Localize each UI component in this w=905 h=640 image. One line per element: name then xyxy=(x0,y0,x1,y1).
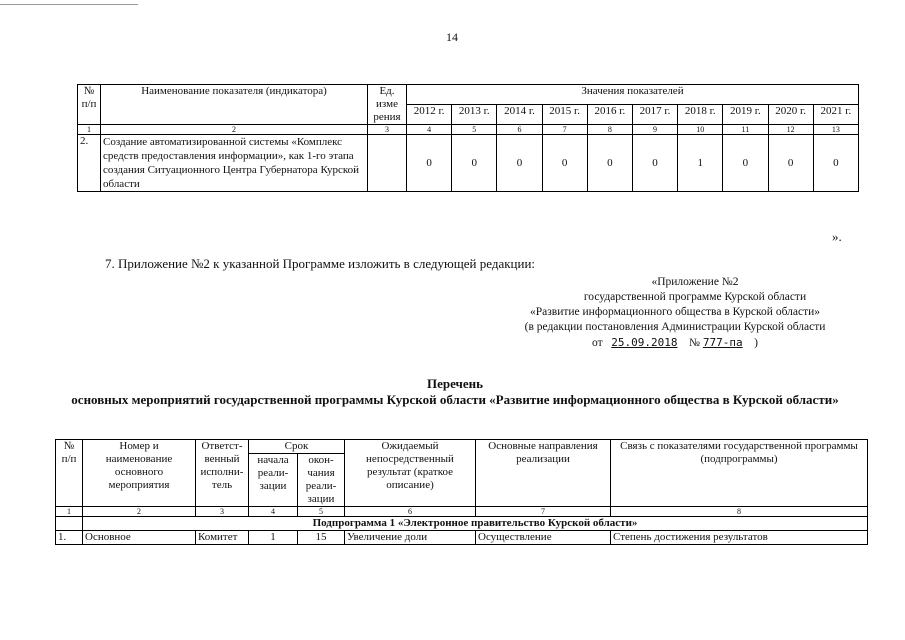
item-7-text: 7. Приложение №2 к указанной Программе изложить в следующей редакции: xyxy=(105,256,536,271)
ot-label: от xyxy=(592,337,603,349)
row-responsible: Комитет xyxy=(196,531,249,545)
subprogram-title: Подпрограмма 1 «Электронное правительство Курской области» xyxy=(83,517,868,531)
table-row xyxy=(56,531,868,545)
row-start: 1 xyxy=(249,531,298,545)
row-value: 0 xyxy=(632,135,677,192)
year-header: 2018 г. xyxy=(678,105,723,125)
appendix-line-3: «Развитие информационного общества в Курской области» xyxy=(529,306,821,318)
column-number: 8 xyxy=(611,507,868,517)
appendix-date-line xyxy=(500,335,850,351)
row-value: 0 xyxy=(587,135,632,192)
column-number: 4 xyxy=(407,125,452,135)
row-name: Основное xyxy=(83,531,196,545)
header-name: Номер и наименование основного мероприятия xyxy=(83,440,196,507)
header-end: окон-чания реали-зации xyxy=(298,454,345,507)
column-numbers-row xyxy=(78,125,859,135)
row-unit xyxy=(368,135,407,192)
column-numbers-row xyxy=(56,507,868,517)
row-link: Степень достижения результатов xyxy=(611,531,868,545)
header-start: начала реали-зации xyxy=(249,454,298,507)
column-number: 11 xyxy=(723,125,768,135)
close-paren: ) xyxy=(754,337,758,349)
row-num: 2. xyxy=(78,135,101,192)
decree-number: 777-па xyxy=(702,336,743,349)
year-header: 2020 г. xyxy=(768,105,813,125)
table-row xyxy=(78,135,859,192)
subprogram-num-cell xyxy=(56,517,83,531)
row-value: 0 xyxy=(813,135,858,192)
row-result: Увеличение доли xyxy=(345,531,476,545)
column-number: 9 xyxy=(632,125,677,135)
year-header: 2017 г. xyxy=(632,105,677,125)
column-number: 2 xyxy=(83,507,196,517)
column-number: 5 xyxy=(298,507,345,517)
column-number: 10 xyxy=(678,125,723,135)
appendix-line-1: «Приложение №2 xyxy=(651,276,739,288)
measures-table xyxy=(55,439,868,545)
row-value: 1 xyxy=(678,135,723,192)
indicators-table xyxy=(77,84,859,192)
title-line-2: основных мероприятий государственной программы Курской области «Развитие информационного общества в Курской области» xyxy=(71,392,839,407)
appendix-line-4: (в редакции постановления Администрации Курской области xyxy=(524,321,826,333)
header-term: Срок xyxy=(249,440,345,454)
page-title xyxy=(60,376,850,408)
column-number: 7 xyxy=(542,125,587,135)
column-number: 6 xyxy=(345,507,476,517)
header-directions: Основные направления реализации xyxy=(476,440,611,507)
column-number: 13 xyxy=(813,125,858,135)
title-line-1: Перечень xyxy=(426,376,484,391)
top-rule xyxy=(0,4,138,5)
page-number: 14 xyxy=(446,30,458,44)
column-number: 1 xyxy=(78,125,101,135)
year-header: 2019 г. xyxy=(723,105,768,125)
no-label: № xyxy=(689,337,700,349)
row-end: 15 xyxy=(298,531,345,545)
header-num: № п/п xyxy=(78,85,101,125)
decree-date: 25.09.2018 xyxy=(611,336,678,349)
closing-quote: ». xyxy=(832,229,842,244)
column-number: 8 xyxy=(587,125,632,135)
column-number: 5 xyxy=(452,125,497,135)
row-num: 1. xyxy=(56,531,83,545)
header-name: Наименование показателя (индикатора) xyxy=(101,85,368,125)
column-number: 7 xyxy=(476,507,611,517)
row-value: 0 xyxy=(452,135,497,192)
header-responsible: Ответст-венный исполни-тель xyxy=(196,440,249,507)
row-directions: Осуществление xyxy=(476,531,611,545)
column-number: 3 xyxy=(196,507,249,517)
header-unit: Ед. изме рения xyxy=(368,85,407,125)
subprogram-row xyxy=(56,517,868,531)
column-number: 12 xyxy=(768,125,813,135)
row-value: 0 xyxy=(723,135,768,192)
row-value: 0 xyxy=(542,135,587,192)
year-header: 2014 г. xyxy=(497,105,542,125)
row-name: Создание автоматизированной системы «Комплекс средств предоставления информации», как 1-го этапа создания Ситуационного Центра Губернатора Курской области xyxy=(101,135,368,192)
header-result: Ожидаемый непосредственный результат (краткое описание) xyxy=(345,440,476,507)
column-number: 4 xyxy=(249,507,298,517)
column-number: 1 xyxy=(56,507,83,517)
column-number: 6 xyxy=(497,125,542,135)
row-value: 0 xyxy=(407,135,452,192)
row-value: 0 xyxy=(768,135,813,192)
column-number: 3 xyxy=(368,125,407,135)
year-header: 2015 г. xyxy=(542,105,587,125)
header-values: Значения показателей xyxy=(407,85,859,105)
year-header: 2016 г. xyxy=(587,105,632,125)
column-number: 2 xyxy=(101,125,368,135)
year-header: 2012 г. xyxy=(407,105,452,125)
year-header: 2013 г. xyxy=(452,105,497,125)
appendix-header xyxy=(500,275,850,351)
header-link: Связь с показателями государственной программы (подпрограммы) xyxy=(611,440,868,507)
header-num: № п/п xyxy=(56,440,83,507)
appendix-line-2: государственной программе Курской области xyxy=(583,291,807,303)
row-value: 0 xyxy=(497,135,542,192)
year-header: 2021 г. xyxy=(813,105,858,125)
